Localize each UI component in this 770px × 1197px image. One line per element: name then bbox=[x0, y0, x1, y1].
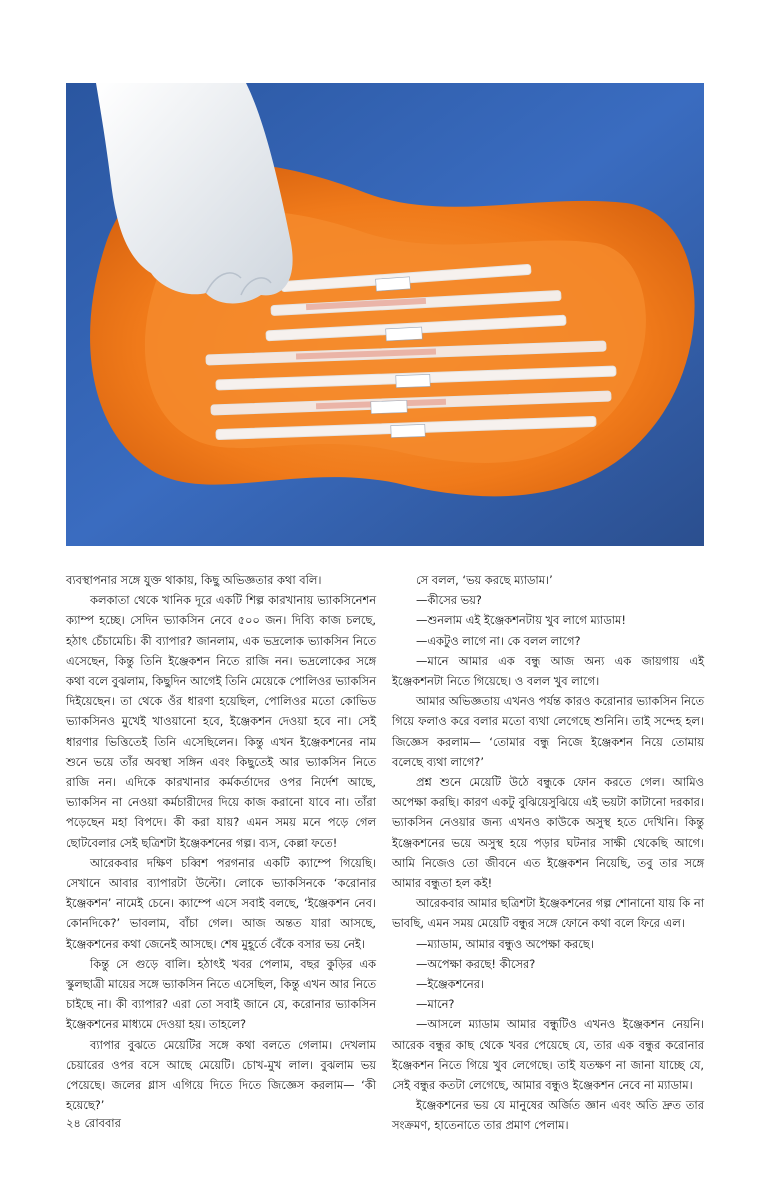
paragraph: আমার অভিজ্ঞতায় এখনও পর্যন্ত কারও করোনার ভ্যাকসিন নিতে গিয়ে ফলাও করে বলার মতো ব্যথা লেগেছে শুনিনি। তাই সন্দেহ হল। জিজ্ঞেস করলাম— ‘তোমার বন্ধু নিজে ইঞ্জেকশন নিয়ে তোমায় বলেছে ব্যথা লাগে?’ bbox=[392, 694, 704, 769]
paragraph: ইঞ্জেকশনের ভয় যে মানুষের অর্জিত জ্ঞান এবং অতি দ্রুত তার সংক্রমণ, হাতেনাতে তার প্রমাণ পেলাম। bbox=[392, 1098, 704, 1133]
paragraph: —আসলে ম্যাডাম আমার বন্ধুটিও এখনও ইঞ্জেকশন নেয়নি। আরেক বন্ধুর কাছ থেকে খবর পেয়েছে যে, তার এক বন্ধুর করোনার ইঞ্জেকশন নিতে গিয়ে খুব লেগেছে। তাই যতক্ষণ না জানা যাচ্ছে যে, সেই বন্ধুর কতটা লেগেছে, আমার বন্ধুও ইঞ্জেকশন নেবে না ম্যাডাম। bbox=[392, 1017, 704, 1093]
paragraph: ব্যাপার বুঝতে মেয়েটির সঙ্গে কথা বলতে গেলাম। দেখলাম চেয়ারের ওপর বসে আছে মেয়েটি। চোখ-মুখ লাল। বুঝলাম ভয় পেয়েছে। জলের গ্লাস এগিয়ে দিতে দিতে জিজ্ঞেস করলাম— ‘কী হয়েছে?’ bbox=[66, 1037, 376, 1113]
page-number: ২৪ bbox=[66, 1116, 81, 1130]
page-footer bbox=[66, 1115, 121, 1134]
paragraph: —ম্যাডাম, আমার বন্ধুও অপেক্ষা করছে। bbox=[416, 936, 594, 951]
paragraph: —ইঞ্জেকশনের। bbox=[416, 977, 485, 992]
paragraph: আরেকবার আমার ছত্রিশটা ইঞ্জেকশনের গল্প শোনানো যায় কি না ভাবছি, এমন সময় মেয়েটি বন্ধুর সঙ্গে ফোনে কথা বলে ফিরে এল। bbox=[392, 896, 704, 931]
article-right-column bbox=[392, 570, 704, 1136]
paragraph: ব্যবস্থাপনার সঙ্গে যুক্ত থাকায়, কিছু অভিজ্ঞতার কথা বলি। bbox=[66, 573, 322, 587]
paragraph: —একটুও লাগে না। কে বলল লাগে? bbox=[416, 633, 581, 648]
paragraph: —কীসের ভয়? bbox=[416, 593, 482, 608]
paragraph: প্রশ্ন শুনে মেয়েটি উঠে বন্ধুকে ফোন করতে গেল। আমিও অপেক্ষা করছি। কারণ একটু বুঝিয়েসুঝিয়ে এই ভয়টা কাটানো দরকার। ভ্যাকসিন নেওয়ার জন্য এখনও কাউকে অসুস্থ হতে দেখিনি। কিন্তু ইঞ্জেকশনের ভয়ে অসুস্থ হয়ে পড়ার ঘটনার সাক্ষী থেকেছি আগে। আমি নিজেও তো জীবনে এত ইঞ্জেকশন নিয়েছি, তবু তার সঙ্গে আমার বন্ধুতা হল কই! bbox=[392, 775, 704, 891]
magazine-name: রোববার bbox=[84, 1116, 121, 1130]
paragraph: আরেকবার দক্ষিণ চব্বিশ পরগনার একটি ক্যাম্পে গিয়েছি। সেখানে আবার ব্যাপারটা উল্টো। লোকে ভ্যাকসিনকে ‘করোনার ইঞ্জেকশন’ নামেই চেনে। ক্যাম্পে এসে সবাই বলছে, ‘ইঞ্জেকশন নেব। কোনদিকে?’ ভাবলাম, বাঁচা গেল। আজ অন্তত যারা আসছে, ইঞ্জেকশনের কথা জেনেই আসছে। শেষ মুহূর্তে বেঁকে বসার ভয় নেই। bbox=[66, 855, 376, 951]
paragraph: —মানে আমার এক বন্ধু আজ অন্য এক জায়গায় এই ইঞ্জেকশনটা নিতে গিয়েছে। ও বলল খুব লাগে। bbox=[392, 653, 704, 689]
paragraph: —অপেক্ষা করছে! কীসের? bbox=[416, 956, 536, 971]
syringes-photo bbox=[66, 83, 704, 546]
paragraph: —শুনলাম এই ইঞ্জেকশনটায় খুব লাগে ম্যাডাম! bbox=[416, 613, 626, 628]
paragraph: কলকাতা থেকে খানিক দূরে একটি শিল্প কারখানায় ভ্যাকসিনেশন ক্যাম্প হচ্ছে। সেদিন ভ্যাকসিন নেবে ৫০০ জন। দিব্যি কাজ চলছে, হঠাৎ চেঁচামেচি। কী ব্যাপার? জানলাম, এক ভদ্রলোক ভ্যাকসিন নিতে এসেছেন, কিন্তু তিনি ইঞ্জেকশন নিতে রাজি নন। ভদ্রলোকের সঙ্গে কথা বলে বুঝলাম, কিছুদিন আগেই তিনি মেয়েকে পোলিওর ভ্যাকসিন দিইয়েছেন। তা থেকে ওঁর ধারণা হয়েছিল, পোলিওর মতো কোভিড ভ্যাকসিনও মুখেই খাওয়ানো হবে, ইঞ্জেকশন দেওয়া হবে না। সেই ধারণার ভিত্তিতেই তিনি এসেছিলেন। কিন্তু এখন ইঞ্জেকশনের নাম শুনে ভয়ে তাঁর অবস্থা সঙ্গিন এবং কিছুতেই আর ভ্যাকসিন নিতে রাজি নন। এদিকে কারখানার কর্মকর্তাদের ওপর নির্দেশ আছে, ভ্যাকসিন না নেওয়া কর্মচারীদের দিয়ে কাজ করানো যাবে না। তাঁরা পড়েছেন মহা বিপদে। কী করা যায়? এমন সময় মনে পড়ে গেল ছোটবেলার সেই ছত্রিশটা ইঞ্জেকশনের গল্প। ব্যস, কেল্লা ফতে! bbox=[66, 593, 376, 850]
syringes-in-orange-tray-icon bbox=[66, 83, 704, 546]
paragraph: কিন্তু সে গুড়ে বালি। হঠাৎই খবর পেলাম, বছর কুড়ির এক স্কুলছাত্রী মায়ের সঙ্গে ভ্যাকসিন নিতে এসেছিল, কিন্তু এখন আর নিতে চাইছে না। কী ব্যাপার? এরা তো সবাই জানে যে, করোনার ভ্যাকসিন ইঞ্জেকশনের মাধ্যমে দেওয়া হয়। তাহলে? bbox=[66, 956, 376, 1032]
paragraph: সে বলল, ‘ভয় করছে ম্যাডাম।’ bbox=[416, 573, 553, 587]
article-left-column bbox=[66, 570, 376, 1115]
paragraph: —মানে? bbox=[416, 997, 455, 1012]
